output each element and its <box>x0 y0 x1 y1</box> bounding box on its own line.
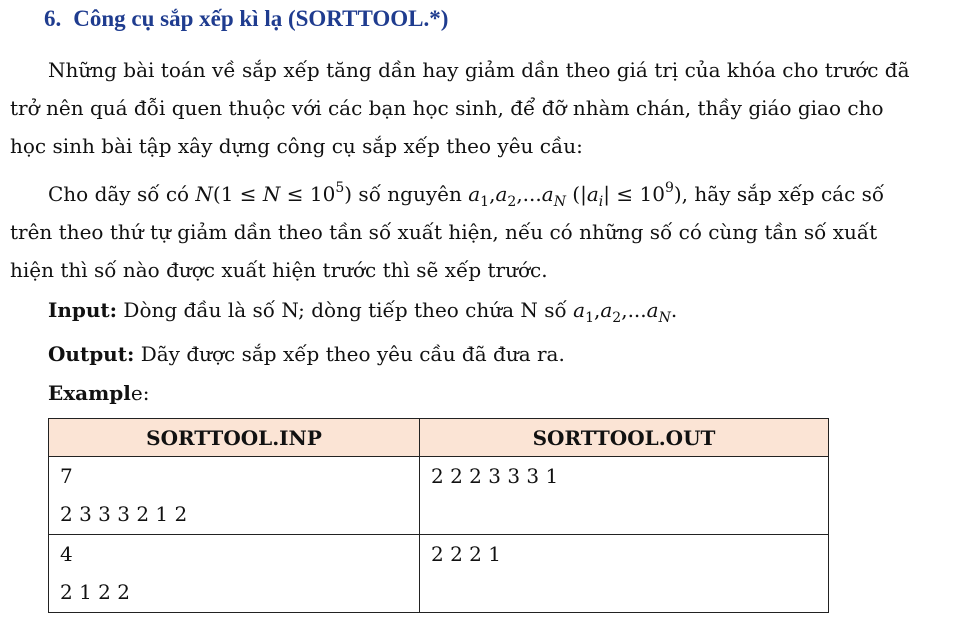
output-cell: 2 2 2 1 <box>420 535 829 613</box>
problem-statement: Cho dãy số có $N(1 \le N \le 10^5)$ số nguyên $a_1,a_2,...a_N$ $(|a_i| \le 10^9)$, hãy sắp xếp các số trên theo thứ tự giảm dần theo tần số xuất hiện, nếu có những số có cùng tần số xuất hiện thì số nào được xuất hiện trước thì sẽ xếp trước. <box>10 180 885 282</box>
output-cell: 2 2 2 3 3 3 1 <box>420 457 829 535</box>
table-header-row <box>49 419 829 457</box>
problem-number: 6. <box>44 6 62 31</box>
input-cell: 7 2 3 3 3 2 1 2 <box>49 457 420 535</box>
output-label: Output: <box>48 342 135 366</box>
problem-title: Công cụ sắp xếp kì lạ (SORTTOOL.*) <box>73 6 449 31</box>
example-label: Example: <box>48 381 150 405</box>
output-spec: Output: Dãy được sắp xếp theo yêu cầu đã đưa ra. <box>48 342 565 366</box>
input-label: Input: <box>48 298 118 322</box>
input-spec: Input: Dòng đầu là số N; dòng tiếp theo chứa N số $a_1,a_2,...a_N$. <box>48 298 678 326</box>
example-table <box>48 418 829 613</box>
input-cell: 4 2 1 2 2 <box>49 535 420 613</box>
problem-heading <box>44 6 448 32</box>
header-output: SORTTOOL.OUT <box>420 419 829 457</box>
table-row <box>49 457 829 535</box>
intro-paragraph: Những bài toán về sắp xếp tăng dần hay giảm dần theo giá trị của khóa cho trước đã trở nên quá đỗi quen thuộc với các bạn học sinh, để đỡ nhàm chán, thầy giáo giao cho học sinh bài tập xây dựng công cụ sắp xếp theo yêu cầu: <box>10 58 910 158</box>
table-row <box>49 535 829 613</box>
header-input: SORTTOOL.INP <box>49 419 420 457</box>
